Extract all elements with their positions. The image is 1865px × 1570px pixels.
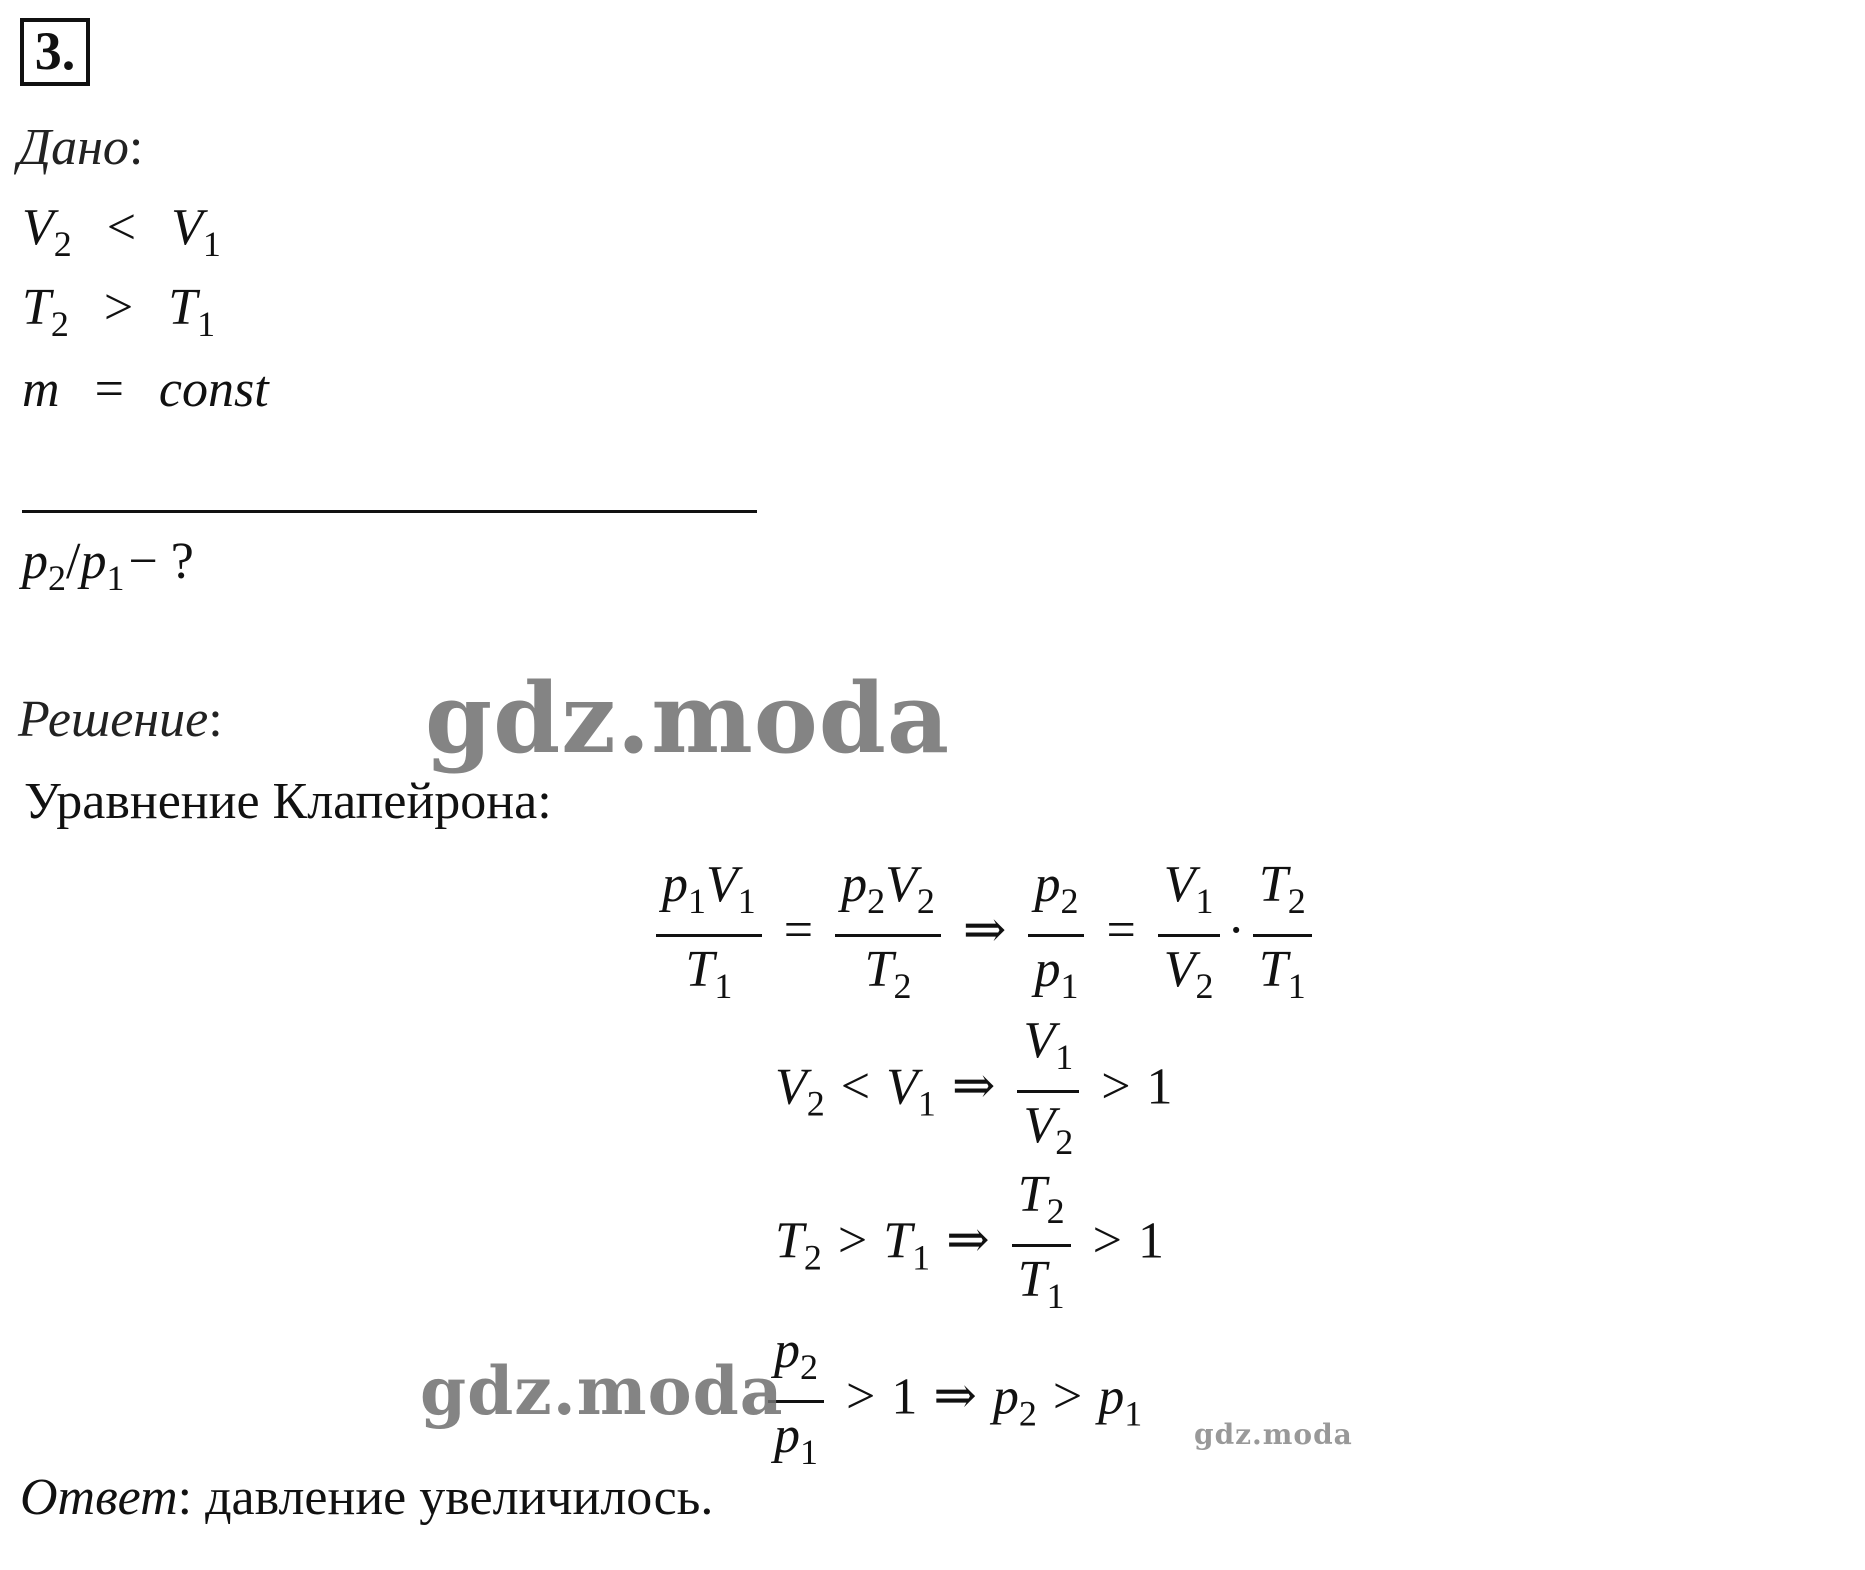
sym: T (883, 1212, 913, 1270)
given-label-colon: : (128, 119, 144, 176)
sym: p (662, 856, 688, 913)
sym: p (841, 856, 868, 913)
fraction (835, 852, 941, 1019)
task-number: 3. (20, 18, 90, 86)
sym: p (774, 1322, 800, 1379)
op: ⇒ (946, 1212, 990, 1270)
sym-sub: 2 (806, 1083, 825, 1124)
op: · (1227, 902, 1245, 960)
sym: p (1034, 941, 1061, 998)
find-suffix: − ? (128, 533, 194, 590)
answer-label: Ответ (20, 1469, 178, 1526)
watermark-logo: gdz.moda (425, 662, 951, 775)
find-line (22, 532, 194, 599)
op: ⇒ (951, 1058, 996, 1116)
const: 1 (891, 1368, 918, 1426)
sym: V (886, 1058, 918, 1116)
sym-sub: 1 (714, 966, 733, 1006)
sym: V (885, 856, 917, 913)
sym-sub: 1 (912, 1237, 931, 1278)
sym-sub: 1 (800, 1432, 818, 1472)
sym: p (992, 1368, 1019, 1426)
fraction (1028, 852, 1084, 1019)
sym-sub: 2 (893, 966, 912, 1006)
find-sub: 2 (48, 558, 66, 598)
given-sub: 1 (197, 304, 216, 344)
sym-sub: 2 (1055, 1122, 1074, 1162)
solution-label-colon: : (208, 691, 223, 748)
solution-intro: Уравнение Клапейрона: (24, 773, 552, 830)
fraction (1012, 1162, 1071, 1329)
sym-sub: 1 (1195, 881, 1214, 921)
given-var: T (168, 279, 198, 336)
sym: V (1163, 856, 1196, 913)
find-var: p (80, 533, 107, 590)
given-sub: 2 (50, 304, 69, 344)
sym: T (1258, 856, 1288, 913)
sym-sub: 1 (1055, 1037, 1074, 1077)
formula-pressure-conclusion (762, 1318, 1142, 1485)
find-var: p (22, 533, 48, 590)
sym-sub: 1 (917, 1083, 936, 1124)
sym: p (774, 1407, 800, 1464)
given-var: T (22, 279, 51, 336)
sym: V (775, 1058, 807, 1116)
given-line-volume (22, 198, 221, 265)
fraction (1017, 1008, 1079, 1175)
answer-colon: : (177, 1469, 193, 1526)
sym-sub: 2 (867, 881, 886, 921)
sym-sub: 1 (1124, 1393, 1143, 1434)
sym-sub: 2 (800, 1347, 818, 1387)
given-var: m (22, 361, 60, 418)
op: ⇒ (933, 1368, 977, 1426)
op: > (1052, 1368, 1083, 1426)
op: ⇒ (962, 902, 1007, 960)
sym: T (685, 941, 715, 998)
sym-sub: 2 (1046, 1191, 1065, 1231)
sym: p (1034, 856, 1061, 913)
given-var: V (171, 199, 203, 256)
sym: T (775, 1212, 804, 1270)
find-slash: / (66, 533, 81, 590)
op: > (846, 1368, 876, 1426)
sym-sub: 1 (1060, 966, 1079, 1006)
formula-clapeyron (650, 852, 1318, 1019)
sym: p (1098, 1368, 1125, 1426)
given-sub: 1 (202, 224, 221, 264)
sym: V (1023, 1097, 1056, 1154)
solution-label-text: Решение (18, 691, 209, 748)
sym-sub: 2 (916, 881, 935, 921)
fraction (1158, 852, 1220, 1019)
answer-text: давление увеличилось. (205, 1469, 714, 1526)
op: > (837, 1212, 868, 1270)
sym: T (1017, 1166, 1047, 1223)
fraction (656, 852, 762, 1019)
answer-line (20, 1468, 713, 1527)
op: = (783, 902, 814, 960)
sym-sub: 2 (1018, 1393, 1037, 1434)
sym: T (1017, 1251, 1047, 1308)
sym-sub: 1 (688, 881, 706, 921)
given-label-text: Дано (18, 119, 129, 176)
watermark-logo: gdz.moda (420, 1352, 784, 1430)
sym: T (864, 941, 894, 998)
fraction (1253, 852, 1312, 1019)
find-sub: 1 (106, 558, 125, 598)
given-var: const (158, 361, 269, 418)
sym: V (1023, 1012, 1056, 1069)
op: < (840, 1058, 871, 1116)
sym-sub: 2 (1287, 881, 1306, 921)
const: 1 (1146, 1058, 1173, 1116)
const: 1 (1138, 1212, 1164, 1270)
sym-sub: 2 (1195, 966, 1214, 1006)
sym-sub: 1 (1287, 966, 1306, 1006)
op: > (1101, 1058, 1131, 1116)
op: = (1106, 902, 1136, 960)
sym-sub: 2 (1060, 881, 1079, 921)
sym: V (706, 856, 738, 913)
given-op: > (103, 279, 134, 336)
formula-volume-ratio (775, 1008, 1173, 1175)
given-line-temperature (22, 278, 215, 345)
given-sub: 2 (53, 224, 72, 264)
sym: T (1258, 941, 1288, 998)
sym-sub: 1 (737, 881, 756, 921)
formula-temperature-ratio (775, 1162, 1164, 1329)
given-op: < (106, 199, 137, 256)
given-label (18, 118, 143, 177)
sym-sub: 2 (803, 1237, 822, 1278)
given-op: = (94, 361, 124, 418)
watermark-logo: gdz.moda (1194, 1418, 1353, 1451)
given-divider (22, 510, 757, 513)
given-line-mass (22, 360, 269, 419)
sym-sub: 1 (1046, 1276, 1065, 1316)
solution-label (18, 690, 223, 749)
op: > (1092, 1212, 1122, 1270)
given-var: V (22, 199, 54, 256)
sym: V (1163, 941, 1196, 998)
